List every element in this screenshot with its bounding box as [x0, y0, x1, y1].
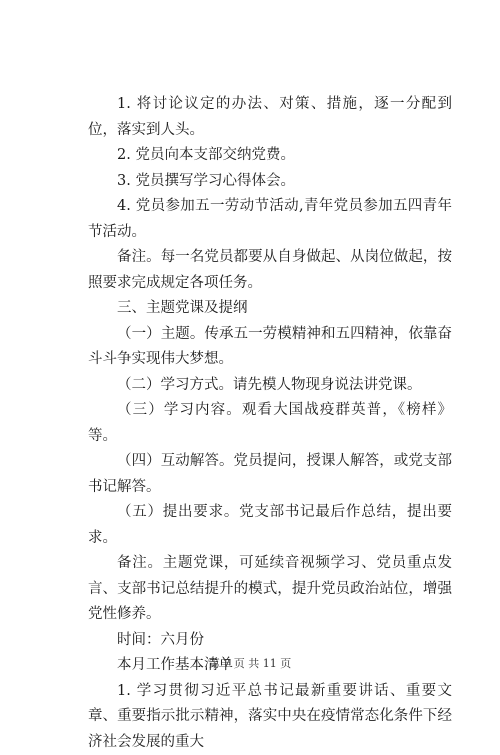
checklist-item-1: 1. 学习贯彻习近平总书记最新重要讲话、重要文章、重要指示批示精神，落实中央在疫情常态化条件下经济社会发展的重大	[88, 679, 452, 755]
checklist-heading: 本月工作基本清单	[88, 653, 452, 679]
paragraph-item-2: 2. 党员向本支部交纳党费。	[88, 143, 452, 169]
note-paragraph-2: 备注。主题党课，可延续音视频学习、党员重点发言、支部书记总结提升的模式，提升党员政治站位，增强党性修养。	[88, 551, 452, 628]
subsection-method: （二）学习方式。请先模人物现身说法讲党课。	[88, 373, 452, 399]
paragraph-item-1: 1. 将讨论议定的办法、对策、措施，逐一分配到位，落实到人头。	[88, 92, 452, 143]
paragraph-item-3: 3. 党员撰写学习心得体会。	[88, 169, 452, 195]
subsection-content: （三）学习内容。观看大国战疫群英普，《榜样》等。	[88, 398, 452, 449]
time-line: 时间：六月份	[88, 628, 452, 654]
subsection-theme: （一）主题。传承五一劳模精神和五四精神，依靠奋斗斗争实现伟大梦想。	[88, 322, 452, 373]
subsection-requirements: （五）提出要求。党支部书记最后作总结，提出要求。	[88, 500, 452, 551]
note-paragraph: 备注。每一名党员都要从自身做起、从岗位做起，按照要求完成规定各项任务。	[88, 245, 452, 296]
page-number-footer: 第 7 页 共 11 页	[0, 655, 500, 671]
section-heading: 三、主题党课及提纲	[88, 296, 452, 322]
paragraph-item-4: 4. 党员参加五一劳动节活动,青年党员参加五四青年节活动。	[88, 194, 452, 245]
subsection-qa: （四）互动解答。党员提问，授课人解答，或党支部书记解答。	[88, 449, 452, 500]
